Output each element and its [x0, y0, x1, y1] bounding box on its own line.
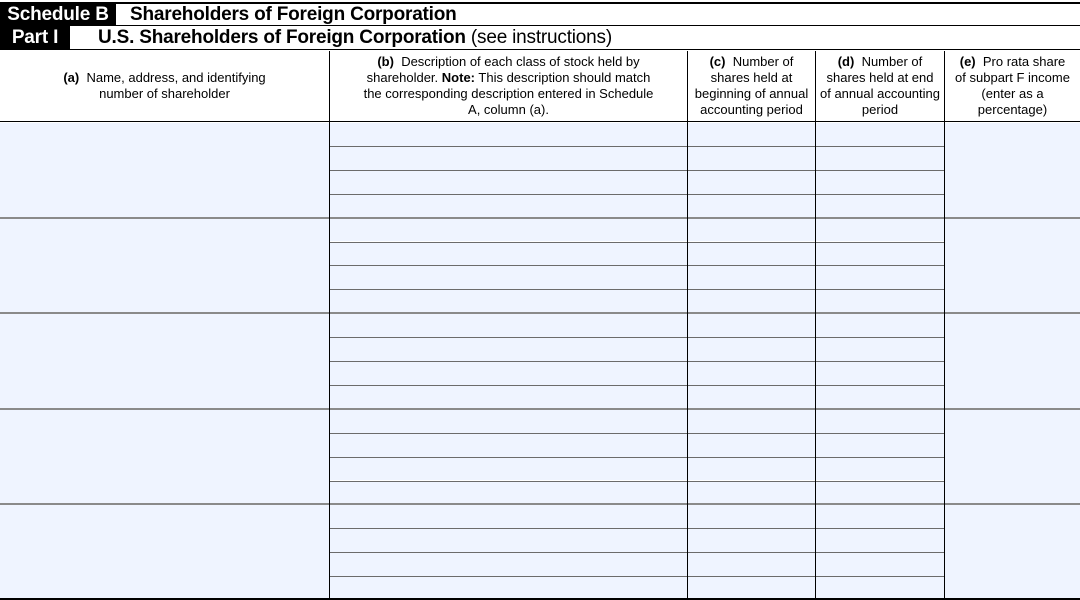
shareholder-divider [0, 408, 1080, 410]
shares-beginning-field[interactable] [688, 362, 815, 385]
shares-beginning-field[interactable] [688, 434, 815, 457]
shares-end-field[interactable] [816, 266, 944, 289]
stock-description-field[interactable] [330, 458, 687, 481]
column-divider [944, 51, 945, 600]
column-e-text: Pro rata share of subpart F income (enter as a percentage) [955, 54, 1070, 117]
shareholder-divider [0, 503, 1080, 505]
shareholder-divider [0, 312, 1080, 314]
column-divider [815, 51, 816, 600]
shareholder-name-field[interactable] [0, 410, 329, 504]
shares-beginning-field[interactable] [688, 290, 815, 313]
part-tag: Part I [0, 26, 70, 49]
shares-end-field[interactable] [816, 338, 944, 361]
shares-beginning-field[interactable] [688, 266, 815, 289]
column-a-text: Name, address, and identifying number of shareholder [86, 70, 266, 101]
part-title-text: U.S. Shareholders of Foreign Corporation [98, 26, 466, 48]
column-d-text: Number of shares held at end of annual accounting period [820, 54, 940, 117]
stock-description-field[interactable] [330, 482, 687, 505]
shares-beginning-field[interactable] [688, 553, 815, 576]
shareholder-divider [0, 217, 1080, 219]
stock-description-field[interactable] [330, 147, 687, 170]
column-header-a [0, 51, 329, 122]
shares-end-field[interactable] [816, 529, 944, 552]
shares-end-field[interactable] [816, 171, 944, 194]
shares-end-field[interactable] [816, 290, 944, 313]
shares-end-field[interactable] [816, 195, 944, 218]
shares-end-field[interactable] [816, 434, 944, 457]
stock-description-field[interactable] [330, 362, 687, 385]
row-divider [330, 457, 944, 458]
pro-rata-share-field[interactable] [945, 219, 1080, 313]
shares-end-field[interactable] [816, 362, 944, 385]
schedule-tag: Schedule B [0, 4, 116, 25]
stock-description-field[interactable] [330, 195, 687, 218]
stock-description-field[interactable] [330, 290, 687, 313]
stock-description-field[interactable] [330, 314, 687, 337]
shares-end-field[interactable] [816, 123, 944, 146]
shares-beginning-field[interactable] [688, 338, 815, 361]
stock-description-field[interactable] [330, 505, 687, 528]
stock-description-field[interactable] [330, 386, 687, 409]
shares-end-field[interactable] [816, 410, 944, 433]
stock-description-field[interactable] [330, 338, 687, 361]
shareholder-name-field[interactable] [0, 314, 329, 408]
row-divider [330, 576, 944, 577]
shareholder-table [0, 122, 1080, 600]
shares-end-field[interactable] [816, 458, 944, 481]
shares-end-field[interactable] [816, 553, 944, 576]
column-c-text: Number of shares held at beginning of annual accounting period [694, 54, 809, 117]
shares-end-field[interactable] [816, 386, 944, 409]
shares-end-field[interactable] [816, 243, 944, 266]
column-a-label: (a) [63, 70, 80, 85]
schedule-title: Shareholders of Foreign Corporation [130, 3, 457, 25]
column-e-label: (e) [959, 54, 976, 69]
shareholder-name-field[interactable] [0, 505, 329, 599]
shares-beginning-field[interactable] [688, 529, 815, 552]
column-b-note-label: Note: [441, 70, 476, 85]
column-divider [329, 51, 330, 600]
column-header-d [816, 51, 944, 122]
row-divider [330, 361, 944, 362]
column-header-c [688, 51, 815, 122]
column-divider [687, 51, 688, 600]
row-divider [330, 481, 944, 482]
shares-beginning-field[interactable] [688, 171, 815, 194]
row-divider [330, 528, 944, 529]
stock-description-field[interactable] [330, 123, 687, 146]
column-b-text-2: This description should match the corresponding description entered in Schedule A, column (a). [363, 70, 654, 117]
shares-beginning-field[interactable] [688, 577, 815, 600]
pro-rata-share-field[interactable] [945, 410, 1080, 504]
part-title [98, 27, 612, 49]
part-title-note: (see instructions) [470, 26, 612, 48]
shares-beginning-field[interactable] [688, 505, 815, 528]
shares-beginning-field[interactable] [688, 243, 815, 266]
stock-description-field[interactable] [330, 219, 687, 242]
shares-end-field[interactable] [816, 505, 944, 528]
column-d-label: (d) [837, 54, 855, 69]
row-divider [330, 170, 944, 171]
row-divider [330, 146, 944, 147]
pro-rata-share-field[interactable] [945, 505, 1080, 599]
row-divider [330, 242, 944, 243]
shares-beginning-field[interactable] [688, 314, 815, 337]
column-b-text-1: Description of each class of stock held by shareholder. [366, 54, 640, 85]
stock-description-field[interactable] [330, 243, 687, 266]
shares-beginning-field[interactable] [688, 458, 815, 481]
pro-rata-share-field[interactable] [945, 123, 1080, 217]
shares-beginning-field[interactable] [688, 147, 815, 170]
shares-end-field[interactable] [816, 147, 944, 170]
column-header-e [945, 51, 1080, 122]
shares-beginning-field[interactable] [688, 219, 815, 242]
row-divider [330, 337, 944, 338]
shares-beginning-field[interactable] [688, 482, 815, 505]
row-divider [330, 265, 944, 266]
shares-end-field[interactable] [816, 482, 944, 505]
column-b-label: (b) [377, 54, 394, 69]
stock-description-field[interactable] [330, 529, 687, 552]
stock-description-field[interactable] [330, 577, 687, 600]
shareholder-name-field[interactable] [0, 219, 329, 313]
stock-description-field[interactable] [330, 410, 687, 433]
pro-rata-share-field[interactable] [945, 314, 1080, 408]
stock-description-field[interactable] [330, 171, 687, 194]
stock-description-field[interactable] [330, 553, 687, 576]
shares-beginning-field[interactable] [688, 195, 815, 218]
shares-end-field[interactable] [816, 577, 944, 600]
shares-end-field[interactable] [816, 219, 944, 242]
row-divider [330, 552, 944, 553]
stock-description-field[interactable] [330, 266, 687, 289]
schedule-header [0, 2, 1080, 26]
row-divider [330, 194, 944, 195]
shares-beginning-field[interactable] [688, 123, 815, 146]
shares-beginning-field[interactable] [688, 386, 815, 409]
part-header [0, 26, 1080, 50]
shareholder-name-field[interactable] [0, 123, 329, 217]
row-divider [330, 289, 944, 290]
shares-beginning-field[interactable] [688, 410, 815, 433]
stock-description-field[interactable] [330, 434, 687, 457]
column-c-label: (c) [709, 54, 726, 69]
row-divider [330, 385, 944, 386]
shares-end-field[interactable] [816, 314, 944, 337]
row-divider [330, 433, 944, 434]
column-header-b [330, 51, 687, 122]
